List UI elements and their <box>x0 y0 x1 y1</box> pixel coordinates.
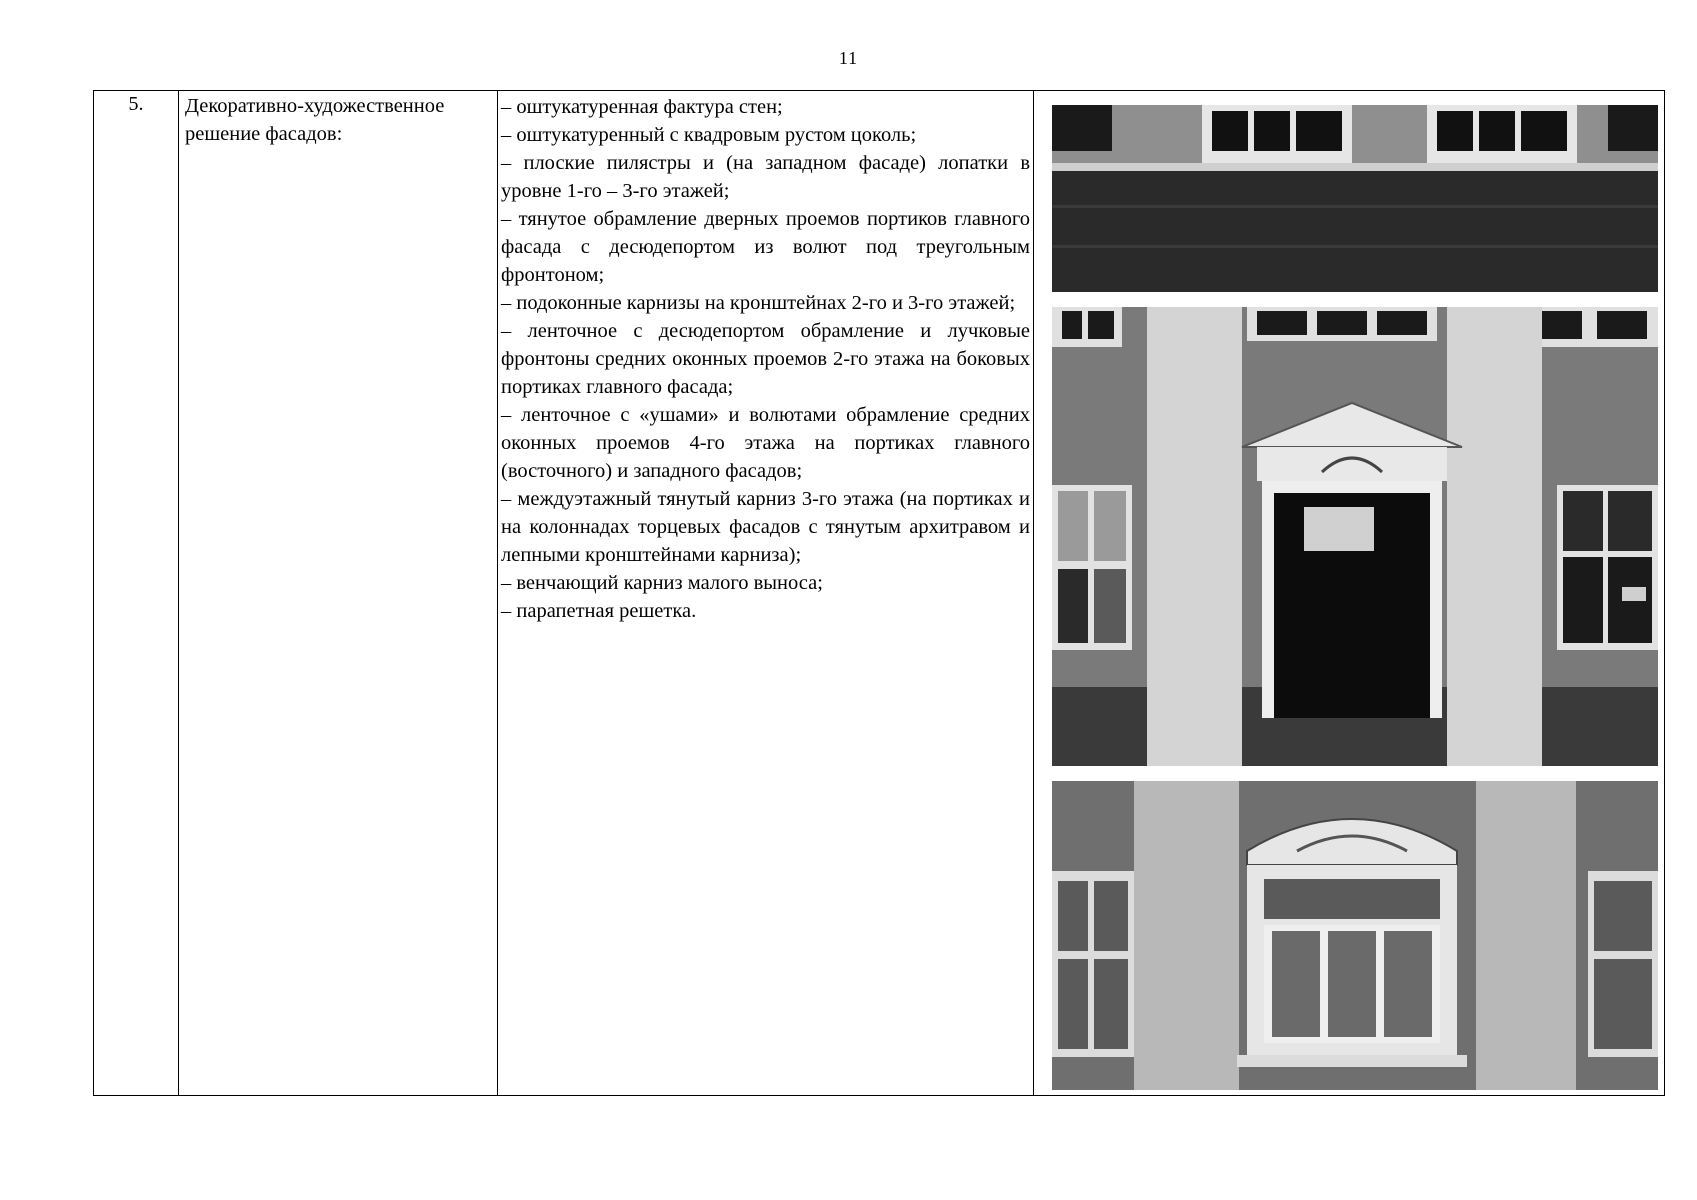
list-item: – оштукатуренная фактура стен; <box>501 96 783 118</box>
page-number: 11 <box>838 48 859 68</box>
list-item: – междуэтажный тянутый карниз 3-го этажа (на портиках и на колоннадах торцевых фасадов с тянутым архитравом и лепными кронштейнами карниза); <box>501 488 1030 566</box>
list-item: – ленточное с десюдепортом обрамление и лучковые фронтоны средних оконных проемов 2-го этажа на боковых портиках главного фасада; <box>501 320 1030 398</box>
list-item: – ленточное с «ушами» и волютами обрамление средних оконных проемов 4-го этажа на портиках главного (восточного) и западного фасадов; <box>501 404 1030 482</box>
list-item: – тянутое обрамление дверных проемов портиков главного фасада с десюдепортом из волют под треугольным фронтоном; <box>501 208 1030 286</box>
monument-features-table <box>93 90 1665 1096</box>
list-item: – венчающий карниз малого выноса; <box>501 572 823 594</box>
row-title: Декоративно-художественное решение фасадов: <box>179 91 498 1096</box>
row-number: 5. <box>94 91 179 1096</box>
list-item: – оштукатуренный с квадровым рустом цоколь; <box>501 124 917 146</box>
facade-portal-photo <box>1052 307 1658 766</box>
photos-cell <box>1034 91 1665 1096</box>
list-item: – парапетная решетка. <box>501 600 697 622</box>
row-description <box>498 91 1034 1096</box>
list-item: – подоконные карнизы на кронштейнах 2-го и 3-го этажей; <box>501 292 1016 314</box>
list-item: – плоские пилястры и (на западном фасаде) лопатки в уровне 1-го – 3-го этажей; <box>501 152 1030 202</box>
facade-window-photo <box>1052 781 1658 1090</box>
facade-plinth-photo <box>1052 105 1658 292</box>
table-row <box>94 91 1665 1096</box>
